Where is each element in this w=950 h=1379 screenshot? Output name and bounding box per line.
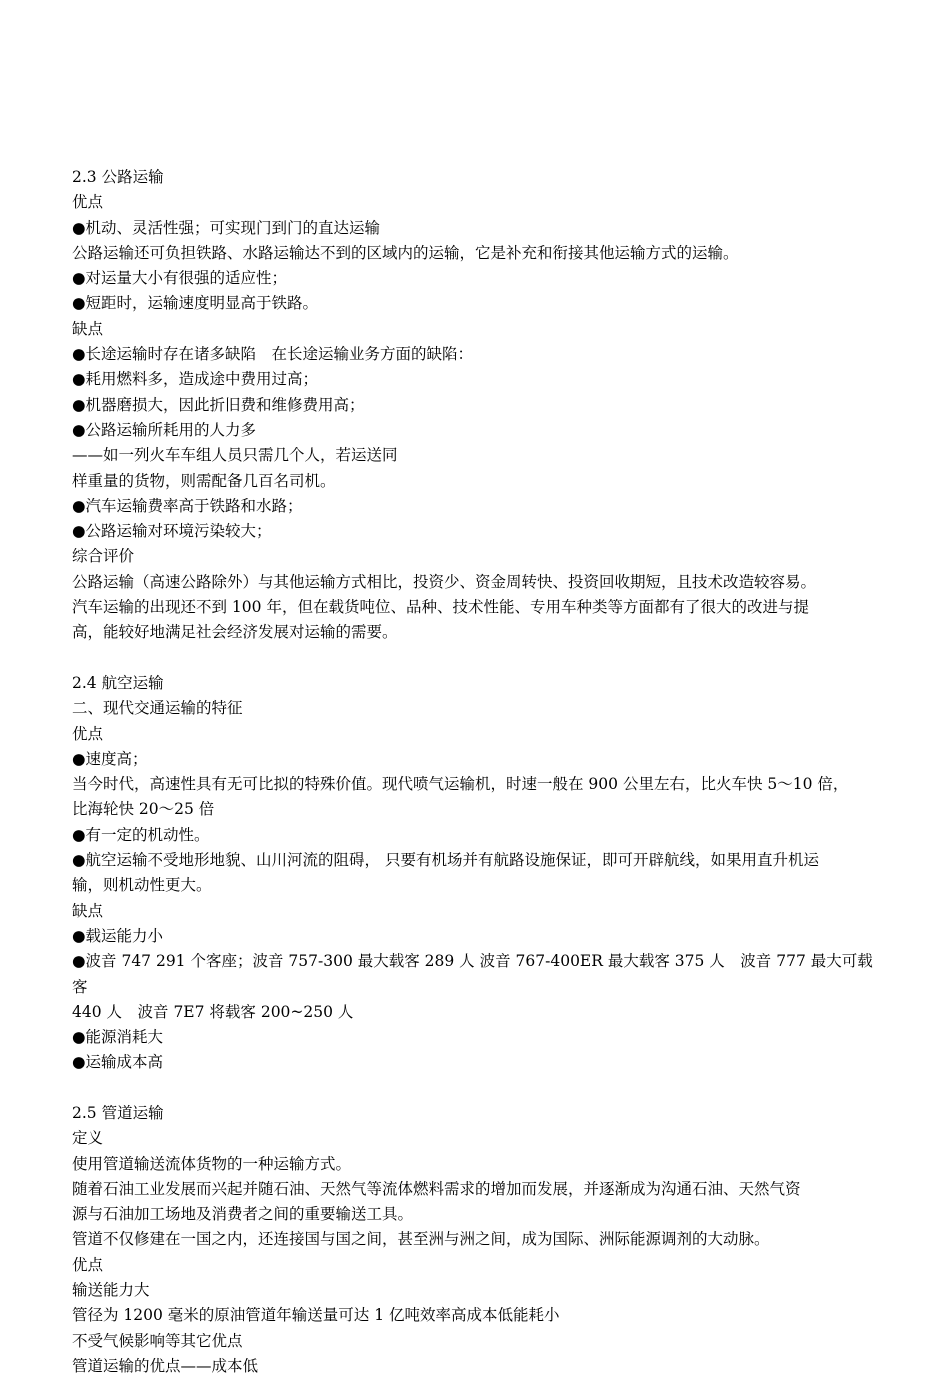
bullet-item: ●短距时，运输速度明显高于铁路。: [72, 294, 319, 313]
bullet-item: ●机动、灵活性强；可实现门到门的直达运输: [72, 218, 381, 237]
bullet-item: ●公路运输对环境污染较大；: [72, 522, 272, 541]
bullet-item: ●对运量大小有很强的适应性；: [72, 269, 288, 288]
paragraph: 440 人 波音 7E7 将载客 200~250 人: [72, 1002, 354, 1021]
paragraph: 样重量的货物，则需配备几百名司机。: [72, 471, 336, 490]
section-heading-air-transport: 2.4 航空运输: [72, 673, 164, 692]
subheading-definition: 定义: [72, 1129, 104, 1148]
paragraph: 使用管道输送流体货物的一种运输方式。: [72, 1154, 352, 1173]
blank-line: [72, 646, 887, 671]
bullet-item: ●有一定的机动性。: [72, 825, 210, 844]
bullet-item: ●运输成本高: [72, 1053, 164, 1072]
paragraph: 随着石油工业发展而兴起并随石油、天然气等流体燃料需求的增加而发展，并逐渐成为沟通石油、天然气资: [72, 1179, 801, 1198]
bullet-item: ●航空运输不受地形地貌、山川河流的阻碍， 只要有机场并有航路设施保证，即可开辟航线，如果用直升机运: [72, 851, 819, 870]
bullet-item: ●耗用燃料多，造成途中费用过高；: [72, 370, 319, 389]
subheading-advantages: 优点: [72, 1255, 104, 1274]
paragraph: 管道运输的优点——成本低: [72, 1356, 259, 1375]
paragraph: 输，则机动性更大。: [72, 876, 212, 895]
paragraph: 当今时代，高速性具有无可比拟的特殊价值。现代喷气运输机，时速一般在 900 公里左右，比火车快 5～10 倍，: [72, 775, 849, 794]
subheading-advantages: 优点: [72, 193, 104, 212]
bullet-item: ●机器磨损大，因此折旧费和维修费用高；: [72, 395, 365, 414]
paragraph: 管道不仅修建在一国之内，还连接国与国之间，甚至洲与洲之间，成为国际、洲际能源调剂的大动脉。: [72, 1230, 770, 1249]
bullet-item: ●长途运输时存在诸多缺陷 在长途运输业务方面的缺陷：: [72, 345, 474, 364]
bullet-item: ●汽车运输费率高于铁路和水路；: [72, 496, 303, 515]
subheading-modern-transport-features: 二、现代交通运输的特征: [72, 699, 243, 718]
paragraph: 管径为 1200 毫米的原油管道年输送量可达 1 亿吨效率高成本低能耗小: [72, 1306, 560, 1325]
paragraph: 高，能较好地满足社会经济发展对运输的需要。: [72, 623, 398, 642]
blank-line: [72, 1076, 887, 1101]
paragraph: 比海轮快 20～25 倍: [72, 800, 215, 819]
section-heading-pipeline-transport: 2.5 管道运输: [72, 1103, 164, 1122]
bullet-item: ●波音 747 291 个客座；波音 757-300 最大载客 289 人 波音 767-400ER 最大载客 375 人 波音 777 最大可载客: [72, 952, 873, 996]
paragraph: 公路运输（高速公路除外）与其他运输方式相比，投资少、资金周转快、投资回收期短，且技术改造较容易。: [72, 572, 817, 591]
subheading-disadvantages: 缺点: [72, 901, 104, 920]
paragraph: 源与石油加工场地及消费者之间的重要输送工具。: [72, 1205, 414, 1224]
bullet-item: ●速度高；: [72, 749, 148, 768]
paragraph: 汽车运输的出现还不到 100 年，但在载货吨位、品种、技术性能、专用车种类等方面都有了很大的改进与提: [72, 598, 809, 617]
paragraph: 输送能力大: [72, 1281, 150, 1300]
subheading-evaluation: 综合评价: [72, 547, 135, 566]
subheading-advantages: 优点: [72, 724, 104, 743]
subheading-disadvantages: 缺点: [72, 319, 104, 338]
paragraph: 不受气候影响等其它优点: [72, 1331, 243, 1350]
paragraph: 公路运输还可负担铁路、水路运输达不到的区域内的运输，它是补充和衔接其他运输方式的运输。: [72, 243, 739, 262]
bullet-item: ●能源消耗大: [72, 1028, 164, 1047]
bullet-item: ●载运能力小: [72, 926, 164, 945]
section-heading-road-transport: 2.3 公路运输: [72, 168, 164, 186]
bullet-item: ●公路运输所耗用的人力多: [72, 420, 257, 439]
paragraph: ——如一列火车车组人员只需几个人，若运送同: [72, 446, 398, 465]
document-body: [72, 165, 887, 1379]
